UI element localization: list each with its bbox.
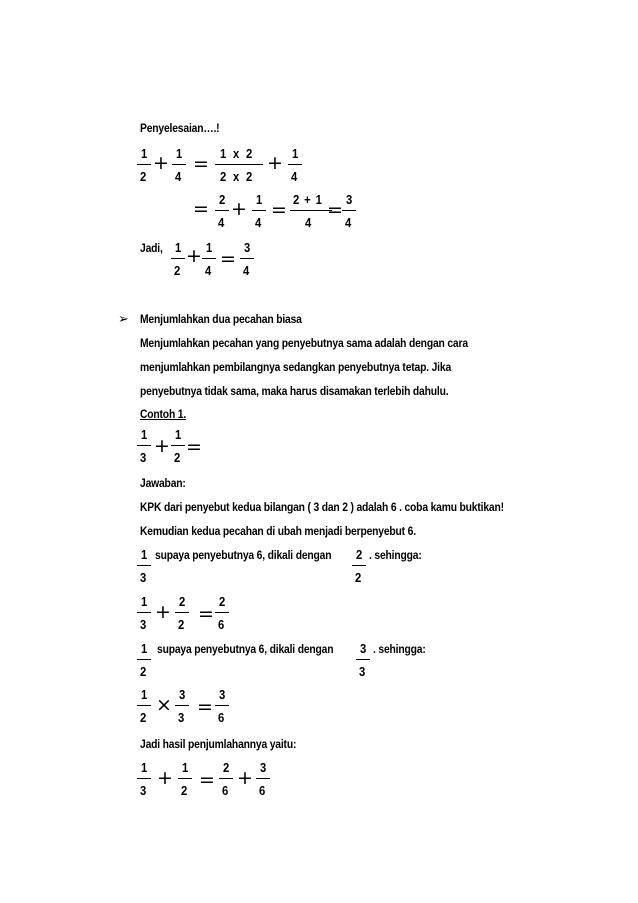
fraction-bar bbox=[137, 164, 151, 165]
denominator: 2 bbox=[174, 451, 181, 465]
numerator: 3 bbox=[260, 761, 267, 775]
bullet-arrow-icon: ➢ bbox=[118, 312, 129, 327]
equals-sign: = bbox=[220, 248, 236, 270]
fraction-bar bbox=[352, 565, 366, 566]
plus-sign: + bbox=[186, 245, 202, 267]
plus-sign: + bbox=[155, 601, 171, 623]
equals-sign: = bbox=[198, 603, 214, 625]
numerator: 1 x 2 bbox=[220, 147, 253, 161]
denominator: 4 bbox=[175, 170, 182, 184]
numerator: 1 bbox=[141, 428, 148, 442]
denominator: 4 bbox=[345, 216, 352, 230]
equals-sign: = bbox=[197, 696, 213, 718]
fraction-bar bbox=[137, 445, 151, 446]
fraction-bar bbox=[219, 778, 233, 779]
denominator: 6 bbox=[222, 784, 229, 798]
denominator: 6 bbox=[259, 784, 266, 798]
numerator: 1 bbox=[141, 642, 148, 656]
numerator: 2 bbox=[219, 193, 226, 207]
solution-heading: Penyelesaian….! bbox=[140, 121, 220, 135]
numerator: 1 bbox=[141, 548, 148, 562]
step-text: supaya penyebutnya 6, dikali dengan bbox=[155, 548, 332, 562]
denominator: 2 bbox=[140, 711, 147, 725]
denominator: 4 bbox=[291, 170, 298, 184]
numerator: 1 bbox=[182, 761, 189, 775]
paragraph-line: menjumlahkan pembilangnya sedangkan penyebutnya tetap. Jika bbox=[140, 360, 452, 374]
fraction-bar bbox=[172, 164, 186, 165]
fraction-bar bbox=[215, 210, 229, 211]
step-tail: . sehingga: bbox=[369, 548, 422, 562]
equals-sign: = bbox=[193, 153, 209, 175]
fraction-bar bbox=[137, 565, 151, 566]
fraction-bar bbox=[215, 705, 229, 706]
numerator: 1 bbox=[141, 688, 148, 702]
paragraph-line: penyebutnya tidak sama, maka harus disamakan terlebih dahulu. bbox=[140, 384, 449, 398]
denominator: 4 bbox=[255, 216, 262, 230]
numerator: 1 bbox=[292, 147, 299, 161]
denominator: 6 bbox=[218, 618, 225, 632]
denominator: 2 bbox=[140, 170, 147, 184]
numerator: 3 bbox=[179, 688, 186, 702]
denominator: 2 bbox=[174, 264, 181, 278]
fraction-bar bbox=[137, 705, 151, 706]
numerator: 2 bbox=[223, 761, 230, 775]
denominator: 4 bbox=[218, 216, 225, 230]
denominator: 6 bbox=[218, 711, 225, 725]
fraction-bar bbox=[256, 778, 270, 779]
denominator: 4 bbox=[243, 264, 250, 278]
numerator: 2 bbox=[179, 595, 186, 609]
kpk-text: KPK dari penyebut kedua bilangan ( 3 dan 2 ) adalah 6 . coba kamu buktikan! bbox=[140, 500, 504, 514]
fraction-bar bbox=[171, 445, 185, 446]
numerator: 1 bbox=[141, 147, 148, 161]
numerator: 3 bbox=[244, 241, 251, 255]
numerator: 3 bbox=[346, 193, 353, 207]
denominator: 4 bbox=[305, 216, 312, 230]
fraction-bar bbox=[178, 778, 192, 779]
denominator: 2 bbox=[181, 784, 188, 798]
jadi-label: Jadi, bbox=[140, 241, 163, 255]
denominator: 4 bbox=[205, 264, 212, 278]
numerator: 3 bbox=[219, 688, 226, 702]
fraction-bar bbox=[240, 258, 254, 259]
fraction-bar bbox=[356, 659, 370, 660]
fraction-bar bbox=[215, 612, 229, 613]
example-title: Contoh 1. bbox=[140, 407, 187, 421]
fraction-bar bbox=[175, 612, 189, 613]
denominator: 3 bbox=[140, 618, 147, 632]
section-title: Menjumlahkan dua pecahan biasa bbox=[140, 312, 302, 326]
numerator: 1 bbox=[176, 147, 183, 161]
fraction-bar bbox=[137, 612, 151, 613]
plus-sign: + bbox=[153, 152, 169, 174]
denominator: 3 bbox=[140, 451, 147, 465]
numerator: 1 bbox=[175, 428, 182, 442]
fraction-bar bbox=[215, 164, 263, 165]
denominator: 2 bbox=[178, 618, 185, 632]
numerator: 1 bbox=[175, 241, 182, 255]
fraction-bar bbox=[175, 705, 189, 706]
step-tail: . sehingga: bbox=[373, 642, 426, 656]
equals-sign: = bbox=[199, 769, 215, 791]
plus-sign: + bbox=[157, 767, 173, 789]
fraction-bar bbox=[288, 164, 302, 165]
denominator: 2 bbox=[355, 571, 362, 585]
numerator: 1 bbox=[141, 595, 148, 609]
numerator: 2 bbox=[219, 595, 226, 609]
fraction-bar bbox=[290, 210, 332, 211]
step-text: supaya penyebutnya 6, dikali dengan bbox=[157, 642, 334, 656]
numerator: 2 bbox=[356, 548, 363, 562]
denominator: 3 bbox=[359, 665, 366, 679]
plus-sign: + bbox=[237, 767, 253, 789]
numerator: 3 bbox=[360, 642, 367, 656]
kemudian-text: Kemudian kedua pecahan di ubah menjadi berpenyebut 6. bbox=[140, 524, 416, 538]
numerator: 1 bbox=[141, 761, 148, 775]
equals-sign: = bbox=[327, 199, 343, 221]
plus-sign: + bbox=[267, 152, 283, 174]
fraction-bar bbox=[137, 778, 151, 779]
denominator: 2 x 2 bbox=[220, 170, 253, 184]
denominator: 3 bbox=[178, 711, 185, 725]
equals-sign: = bbox=[186, 436, 202, 458]
answer-label: Jawaban: bbox=[140, 476, 186, 490]
numerator: 2 + 1 bbox=[293, 193, 322, 207]
denominator: 3 bbox=[140, 571, 147, 585]
equals-sign: = bbox=[193, 198, 209, 220]
plus-sign: + bbox=[231, 198, 247, 220]
equals-sign: = bbox=[271, 199, 287, 221]
fraction-bar bbox=[252, 210, 266, 211]
denominator: 3 bbox=[140, 784, 147, 798]
times-sign: × bbox=[156, 694, 172, 716]
numerator: 1 bbox=[256, 193, 263, 207]
numerator: 1 bbox=[206, 241, 213, 255]
fraction-bar bbox=[342, 210, 356, 211]
denominator: 2 bbox=[140, 665, 147, 679]
fraction-bar bbox=[137, 659, 151, 660]
result-label: Jadi hasil penjumlahannya yaitu: bbox=[140, 737, 297, 751]
plus-sign: + bbox=[154, 435, 170, 457]
paragraph-line: Menjumlahkan pecahan yang penyebutnya sama adalah dengan cara bbox=[140, 336, 468, 350]
fraction-bar bbox=[171, 258, 185, 259]
fraction-bar bbox=[202, 258, 216, 259]
